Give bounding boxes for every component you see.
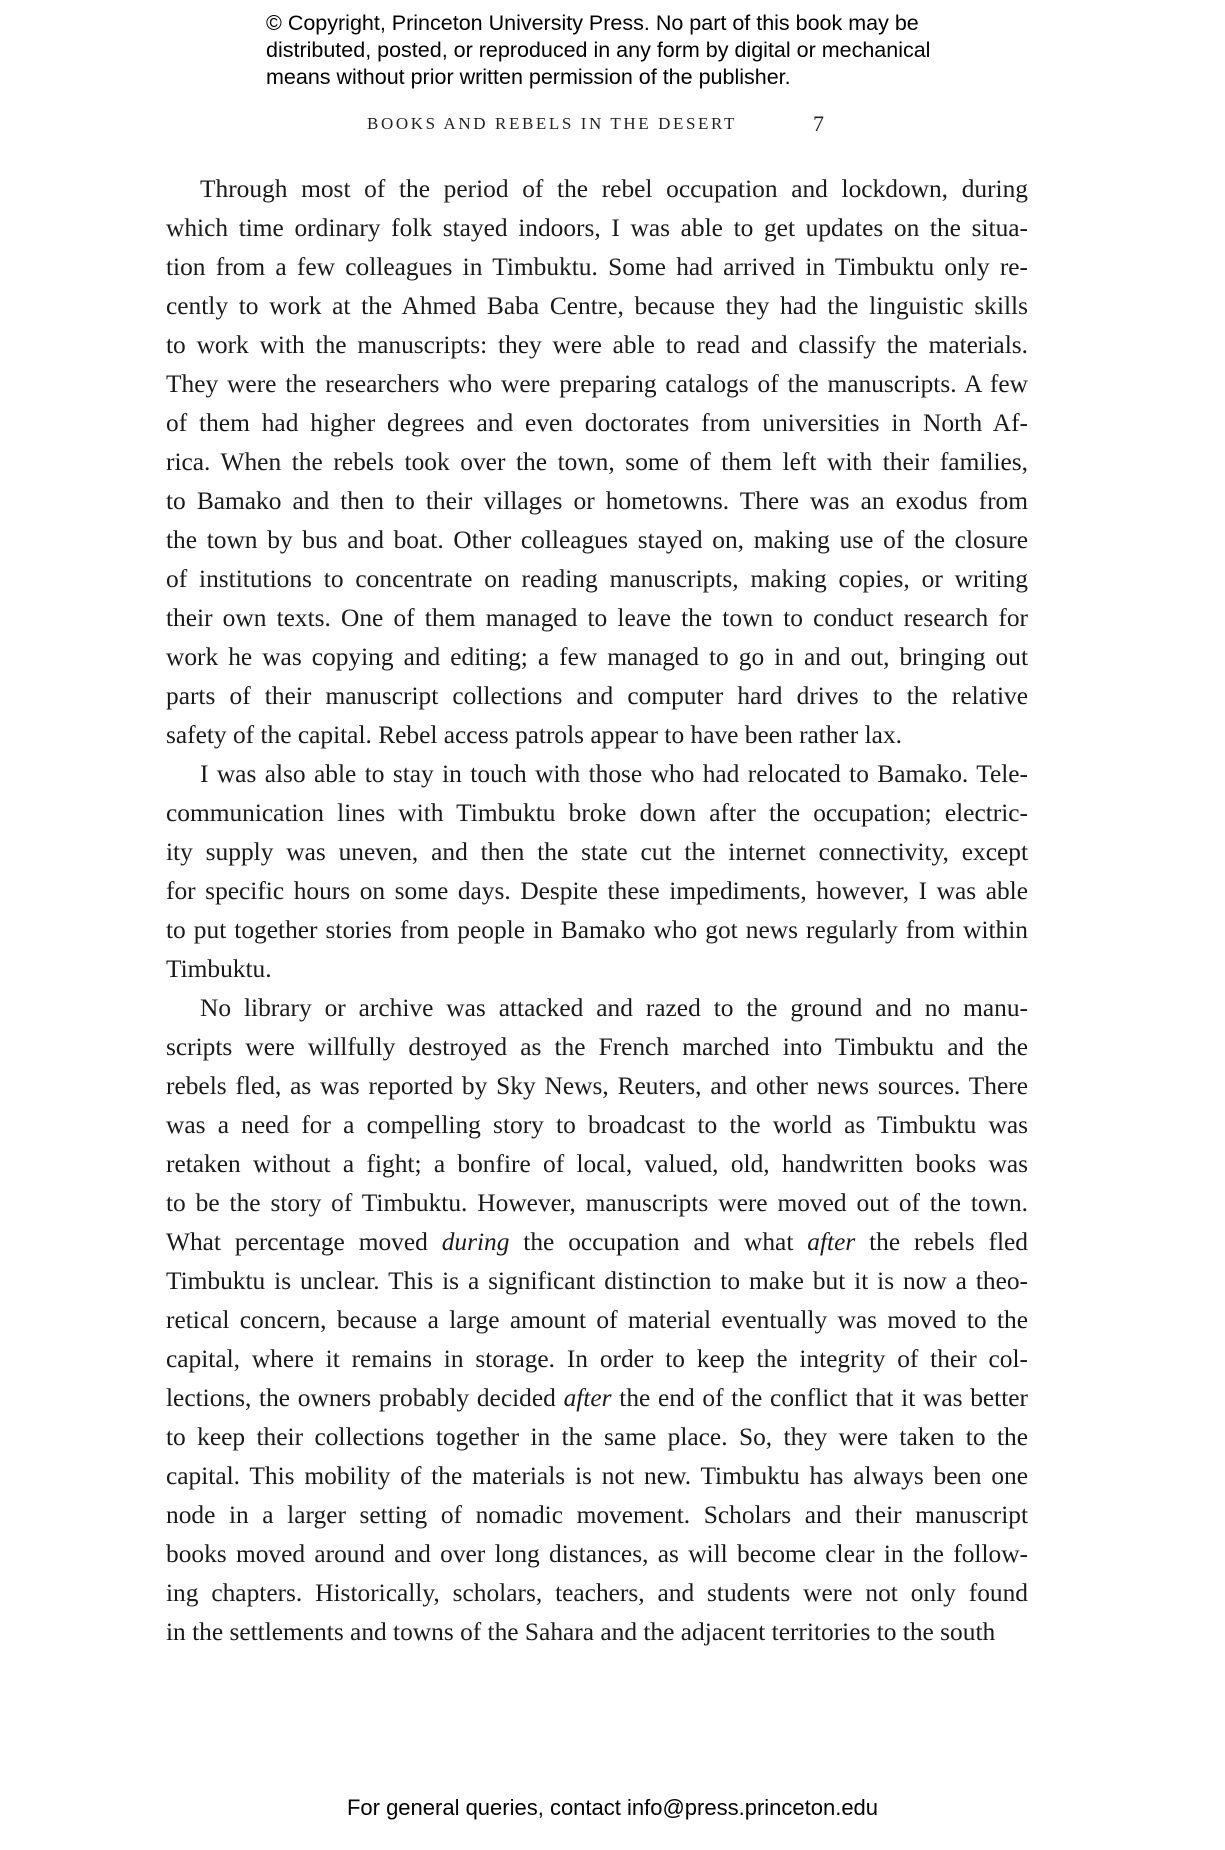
page-number: 7 xyxy=(813,111,824,136)
text-line: retical concern, because a large amount of material eventually was moved to the xyxy=(166,1306,1028,1334)
text-line: the town by bus and boat. Other colleagues stayed on, making use of the closure xyxy=(166,526,1028,554)
text-line: retaken without a fight; a bonfire of local, valued, old, handwritten books was xyxy=(166,1150,1028,1178)
copyright-line: © Copyright, Princeton University Press. No part of this book may be xyxy=(266,11,919,35)
running-head: BOOKS AND REBELS IN THE DESERT xyxy=(367,114,737,133)
text-line: to keep their collections together in the same place. So, they were taken to the xyxy=(166,1423,1028,1451)
text-line: to be the story of Timbuktu. However, manuscripts were moved out of the town. xyxy=(166,1189,1028,1217)
paragraph xyxy=(166,755,1028,989)
text-line: tion from a few colleagues in Timbuktu. Some had arrived in Timbuktu only re- xyxy=(166,253,1028,281)
text-line: for specific hours on some days. Despite these impediments, however, I was able xyxy=(166,877,1028,905)
text-line: I was also able to stay in touch with those who had relocated to Bamako. Tele- xyxy=(200,760,1028,788)
text-line: their own texts. One of them managed to leave the town to conduct research for xyxy=(166,604,1028,632)
text-line: books moved around and over long distances, as will become clear in the follow- xyxy=(166,1540,1028,1568)
text-line: No library or archive was attacked and razed to the ground and no manu- xyxy=(200,994,1028,1022)
text-line: node in a larger setting of nomadic movement. Scholars and their manuscript xyxy=(166,1501,1028,1529)
paragraph xyxy=(166,989,1028,1652)
text-line: Timbuktu. xyxy=(166,955,272,983)
text-line: capital. This mobility of the materials is not new. Timbuktu has always been one xyxy=(166,1462,1028,1490)
text-line: of them had higher degrees and even doctorates from universities in North Af- xyxy=(166,409,1028,437)
text-line: They were the researchers who were preparing catalogs of the manuscripts. A few xyxy=(166,370,1028,398)
paragraph xyxy=(166,170,1028,755)
text-line: of institutions to concentrate on reading manuscripts, making copies, or writing xyxy=(166,565,1028,593)
text-line: Through most of the period of the rebel occupation and lockdown, during xyxy=(200,175,1028,203)
text-line: lections, the owners probably decided after the end of the conflict that it was better xyxy=(166,1384,1029,1412)
text-line: which time ordinary folk stayed indoors, I was able to get updates on the situa- xyxy=(166,214,1028,242)
body-text xyxy=(166,170,1028,1652)
text-line: cently to work at the Ahmed Baba Centre, because they had the linguistic skills xyxy=(166,292,1028,320)
text-line: safety of the capital. Rebel access patrols appear to have been rather lax. xyxy=(166,721,902,749)
footer-contact: For general queries, contact info@press.princeton.edu xyxy=(346,1795,879,1820)
text-line: to Bamako and then to their villages or hometowns. There was an exodus from xyxy=(166,487,1028,515)
text-line: rebels fled, as was reported by Sky News, Reuters, and other news sources. There xyxy=(166,1072,1028,1100)
text-line: was a need for a compelling story to broadcast to the world as Timbuktu was xyxy=(166,1111,1028,1139)
text-line: scripts were willfully destroyed as the French marched into Timbuktu and the xyxy=(166,1033,1028,1061)
copyright-line: distributed, posted, or reproduced in any form by digital or mechanical xyxy=(266,38,931,62)
copyright-line: means without prior written permission of the publisher. xyxy=(266,65,791,89)
text-line: ity supply was uneven, and then the state cut the internet connectivity, except xyxy=(166,838,1028,866)
text-line: ing chapters. Historically, scholars, teachers, and students were not only found xyxy=(166,1579,1028,1607)
copyright-notice xyxy=(266,10,1026,91)
text-line: to put together stories from people in Bamako who got news regularly from within xyxy=(166,916,1028,944)
text-line: communication lines with Timbuktu broke down after the occupation; electric- xyxy=(166,799,1028,827)
text-line: parts of their manuscript collections and computer hard drives to the relative xyxy=(166,682,1028,710)
text-line: in the settlements and towns of the Sahara and the adjacent territories to the south xyxy=(166,1618,996,1646)
text-line: Timbuktu is unclear. This is a significant distinction to make but it is now a theo- xyxy=(166,1267,1028,1295)
text-line: What percentage moved during the occupation and what after the rebels fled xyxy=(166,1228,1029,1256)
text-line: work he was copying and editing; a few managed to go in and out, bringing out xyxy=(166,643,1028,671)
text-line: rica. When the rebels took over the town, some of them left with their families, xyxy=(166,448,1028,476)
text-line: capital, where it remains in storage. In order to keep the integrity of their col- xyxy=(166,1345,1028,1373)
text-line: to work with the manuscripts: they were able to read and classify the materials. xyxy=(166,331,1028,359)
